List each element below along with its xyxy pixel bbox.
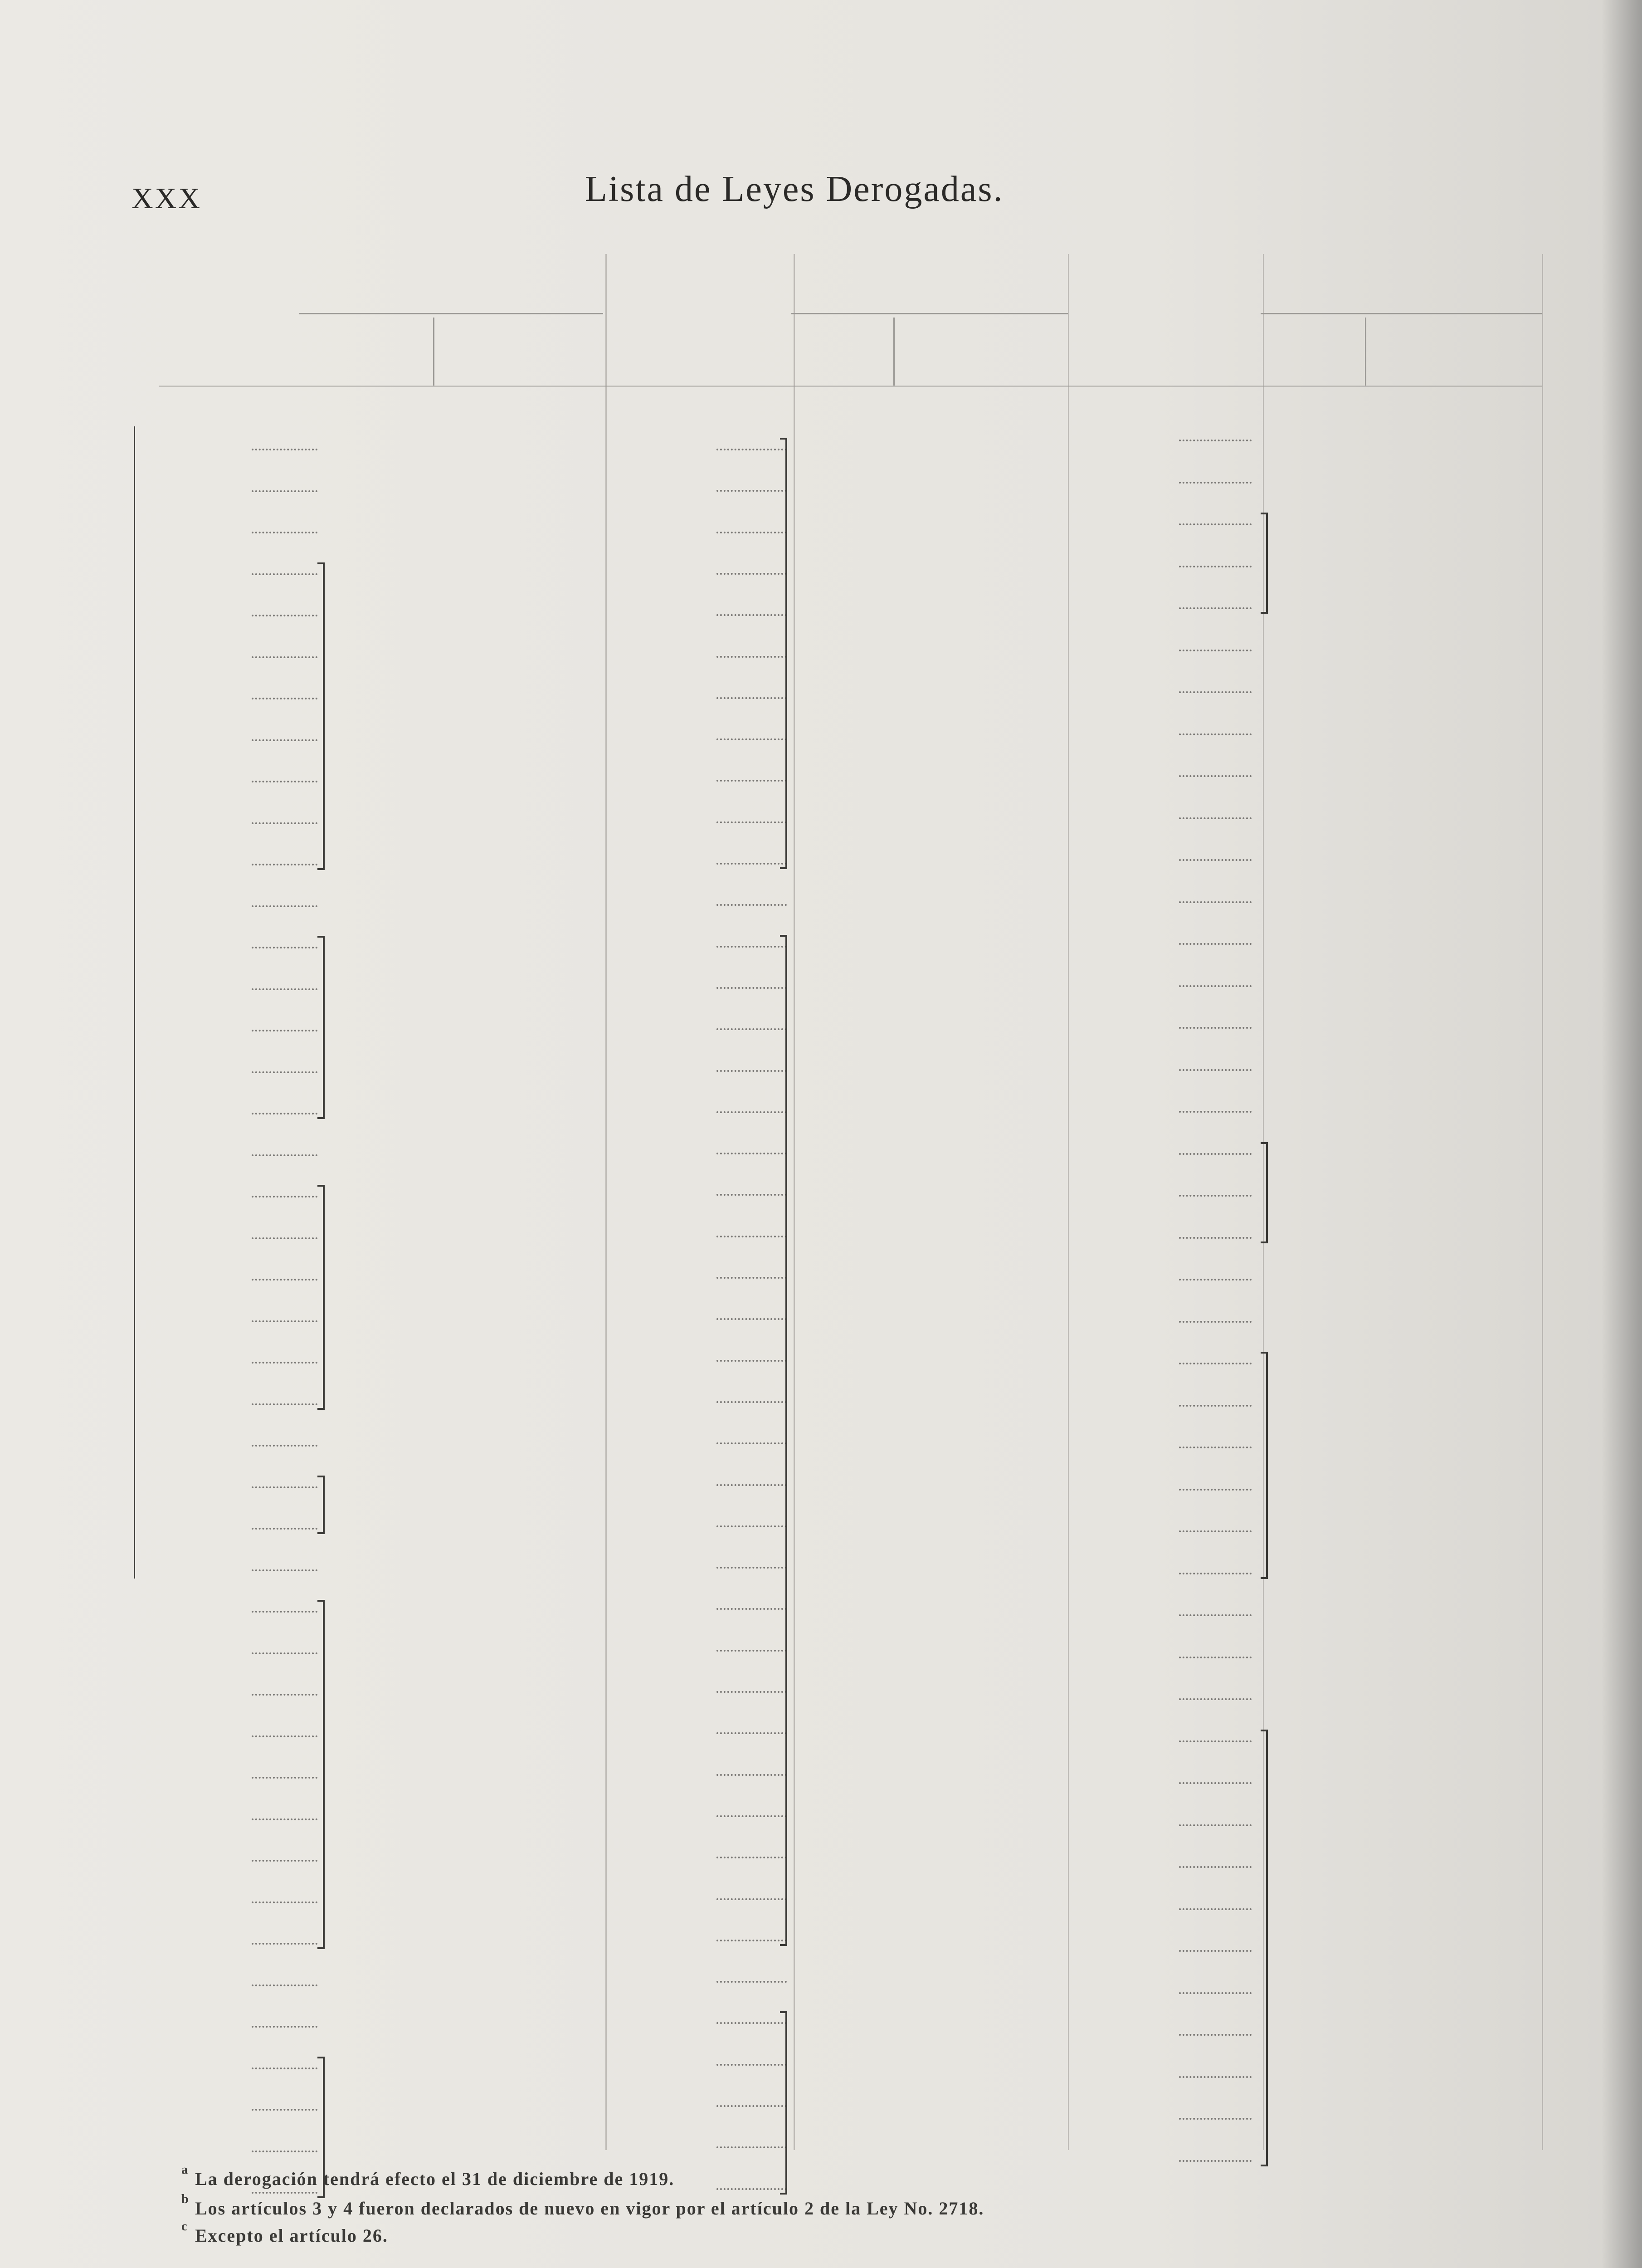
col1-leader-dots <box>252 1943 317 1945</box>
col3-leader-dots <box>1179 1195 1252 1197</box>
col2-header-inner-divider <box>893 318 895 386</box>
page-title: Lista de Leyes Derogadas. <box>585 169 1004 209</box>
col2-leader-dots <box>716 656 787 658</box>
col2-leader-dots <box>716 1277 787 1279</box>
column-divider-1 <box>605 254 607 2150</box>
col2-leader-dots <box>716 1153 787 1154</box>
col3-leader-dots <box>1179 566 1252 567</box>
col2-leader-dots <box>716 738 787 740</box>
col2-leader-dots <box>716 1318 787 1320</box>
col1-leader-dots <box>252 1030 317 1031</box>
col1-group-bracket <box>317 562 325 870</box>
col1-leader-dots <box>252 2109 317 2111</box>
col1-leader-dots <box>252 1362 317 1364</box>
col3-leader-dots <box>1179 691 1252 693</box>
col2-leader-dots <box>716 1774 787 1776</box>
col3-leader-dots <box>1179 1363 1252 1364</box>
col2-leader-dots <box>716 1815 787 1817</box>
col3-leader-dots <box>1179 859 1252 861</box>
col3-leader-dots <box>1179 1530 1252 1532</box>
col1-leader-dots <box>252 822 317 824</box>
col2-leader-dots <box>716 1940 787 1941</box>
col3-leader-dots <box>1179 650 1252 651</box>
col1-header-inner-divider <box>433 318 434 386</box>
col3-leader-dots <box>1179 1614 1252 1616</box>
col2-leader-dots <box>716 1070 787 1072</box>
col3-leader-dots <box>1179 2076 1252 2078</box>
col3-leader-dots <box>1179 1950 1252 1952</box>
col3-leader-dots <box>1179 1908 1252 1910</box>
col1-group-bracket <box>317 936 325 1119</box>
col3-leader-dots <box>1179 817 1252 819</box>
col2-leader-dots <box>716 946 787 948</box>
footnote-text: La derogación tendrá efecto el 31 de diciembre de 1919. <box>195 2169 675 2189</box>
col2-leader-dots <box>716 1898 787 1900</box>
col3-leader-dots <box>1179 1321 1252 1323</box>
col2-leader-dots <box>716 573 787 575</box>
col3-leader-dots <box>1179 1027 1252 1029</box>
col1-leader-dots <box>252 1403 317 1405</box>
col1-leader-dots <box>252 532 317 533</box>
col3-leader-dots <box>1179 943 1252 945</box>
col1-leader-dots <box>252 1320 317 1322</box>
col2-leader-dots <box>716 2064 787 2066</box>
col3-leader-dots <box>1179 1279 1252 1281</box>
col3-leader-dots <box>1179 733 1252 735</box>
col3-leader-dots <box>1179 607 1252 609</box>
col1-leader-dots <box>252 1652 317 1654</box>
col3-leader-dots <box>1179 1237 1252 1239</box>
col2-leader-dots <box>716 1691 787 1693</box>
col1-leader-dots <box>252 1113 317 1114</box>
col3-leader-dots <box>1179 482 1252 484</box>
col2-leader-dots <box>716 490 787 492</box>
col2-leader-dots <box>716 1442 787 1444</box>
col3-group-bracket <box>1261 1730 1268 2166</box>
col2-leader-dots <box>716 2022 787 2024</box>
col1-leader-dots <box>252 1901 317 1903</box>
col3-leader-dots <box>1179 1489 1252 1491</box>
col2-leader-dots <box>716 2146 787 2148</box>
col1-group-bracket <box>317 1600 325 1949</box>
col1-leader-dots <box>252 2068 317 2069</box>
footnote-text: Los artículos 3 y 4 fueron declarados de nuevo en vigor por el artículo 2 de la Ley No. 2718. <box>195 2198 984 2219</box>
col2-leader-dots <box>716 1567 787 1569</box>
col3-leader-dots <box>1179 985 1252 987</box>
col3-leader-dots <box>1179 1866 1252 1868</box>
col3-leader-dots <box>1179 1657 1252 1658</box>
col1-leader-dots <box>252 2192 317 2194</box>
col1-leader-dots <box>252 905 317 907</box>
col1-leader-dots <box>252 739 317 741</box>
col2-leader-dots <box>716 1194 787 1196</box>
col2-leader-dots <box>716 2188 787 2190</box>
col1-leader-dots <box>252 1735 317 1737</box>
col3-leader-dots <box>1179 2034 1252 2036</box>
column-divider-5 <box>1542 254 1543 2150</box>
col1-leader-dots <box>252 698 317 699</box>
col2-leader-dots <box>716 863 787 865</box>
col3-group-bracket <box>1261 1352 1268 1579</box>
col3-leader-dots <box>1179 1111 1252 1113</box>
col3-leader-dots <box>1179 1782 1252 1784</box>
col1-leader-dots <box>252 1860 317 1862</box>
col3-group-bracket <box>1261 513 1268 614</box>
col1-leader-dots <box>252 573 317 575</box>
col2-leader-dots <box>716 1401 787 1403</box>
col3-leader-dots <box>1179 1740 1252 1742</box>
page-number: XXX <box>132 182 202 215</box>
header-bottom-rule <box>159 386 1542 387</box>
col2-leader-dots <box>716 780 787 782</box>
col2-leader-dots <box>716 1732 787 1734</box>
col3-header-rule <box>1261 313 1542 314</box>
footnote-text: Excepto el artículo 26. <box>195 2225 388 2246</box>
col3-leader-dots <box>1179 2118 1252 2120</box>
col1-leader-dots <box>252 1818 317 1820</box>
col1-leader-dots <box>252 1528 317 1530</box>
left-margin-rule <box>134 426 135 1579</box>
col3-leader-dots <box>1179 1447 1252 1448</box>
col1-leader-dots <box>252 1279 317 1281</box>
col3-leader-dots <box>1179 1573 1252 1574</box>
col1-leader-dots <box>252 1237 317 1239</box>
page-edge-shadow <box>1601 0 1642 2268</box>
col1-leader-dots <box>252 1071 317 1073</box>
col3-leader-dots <box>1179 901 1252 903</box>
col1-leader-dots <box>252 864 317 865</box>
col1-group-bracket <box>317 1185 325 1410</box>
col3-leader-dots <box>1179 440 1252 441</box>
footnote-mark: c <box>181 2219 188 2234</box>
col2-group-bracket <box>780 2011 787 2194</box>
col2-leader-dots <box>716 532 787 533</box>
col3-group-bracket <box>1261 1142 1268 1243</box>
col1-leader-dots <box>252 1196 317 1198</box>
col2-leader-dots <box>716 614 787 616</box>
col1-leader-dots <box>252 1569 317 1571</box>
col1-leader-dots <box>252 2151 317 2152</box>
col2-header-rule <box>791 313 1068 314</box>
col3-leader-dots <box>1179 2160 1252 2162</box>
col1-leader-dots <box>252 1777 317 1779</box>
col1-leader-dots <box>252 1611 317 1613</box>
col3-leader-dots <box>1179 1698 1252 1700</box>
col2-leader-dots <box>716 1484 787 1486</box>
col3-leader-dots <box>1179 1153 1252 1155</box>
col2-leader-dots <box>716 821 787 823</box>
column-divider-3 <box>1068 254 1069 2150</box>
col1-leader-dots <box>252 1694 317 1696</box>
footnote-mark: a <box>181 2163 189 2177</box>
col3-leader-dots <box>1179 523 1252 525</box>
col3-leader-dots <box>1179 1824 1252 1826</box>
col2-leader-dots <box>716 1111 787 1113</box>
col1-leader-dots <box>252 615 317 616</box>
col1-leader-dots <box>252 656 317 658</box>
col2-leader-dots <box>716 2105 787 2107</box>
col2-leader-dots <box>716 1028 787 1030</box>
col1-leader-dots <box>252 1486 317 1488</box>
col2-leader-dots <box>716 1857 787 1858</box>
col1-leader-dots <box>252 947 317 948</box>
footnote-mark: b <box>181 2192 190 2206</box>
column-divider-2 <box>794 254 795 2150</box>
col1-leader-dots <box>252 1984 317 1986</box>
col1-leader-dots <box>252 449 317 450</box>
col2-leader-dots <box>716 697 787 699</box>
col1-leader-dots <box>252 1154 317 1156</box>
col2-leader-dots <box>716 1650 787 1652</box>
col1-leader-dots <box>252 2026 317 2028</box>
col2-group-bracket <box>780 935 787 1946</box>
col1-header-rule <box>299 313 603 314</box>
col2-leader-dots <box>716 1236 787 1237</box>
col2-leader-dots <box>716 987 787 989</box>
col3-leader-dots <box>1179 1992 1252 1994</box>
col1-leader-dots <box>252 1445 317 1447</box>
col2-leader-dots <box>716 1525 787 1527</box>
col1-leader-dots <box>252 781 317 782</box>
col2-leader-dots <box>716 904 787 906</box>
col3-leader-dots <box>1179 1405 1252 1407</box>
col2-leader-dots <box>716 1981 787 1983</box>
col2-group-bracket <box>780 438 787 869</box>
col2-leader-dots <box>716 449 787 450</box>
col2-leader-dots <box>716 1608 787 1610</box>
col2-leader-dots <box>716 1360 787 1362</box>
col1-group-bracket <box>317 1476 325 1535</box>
col3-leader-dots <box>1179 775 1252 777</box>
col3-leader-dots <box>1179 1069 1252 1071</box>
col3-header-inner-divider <box>1365 318 1366 386</box>
col1-leader-dots <box>252 490 317 492</box>
col1-leader-dots <box>252 988 317 990</box>
